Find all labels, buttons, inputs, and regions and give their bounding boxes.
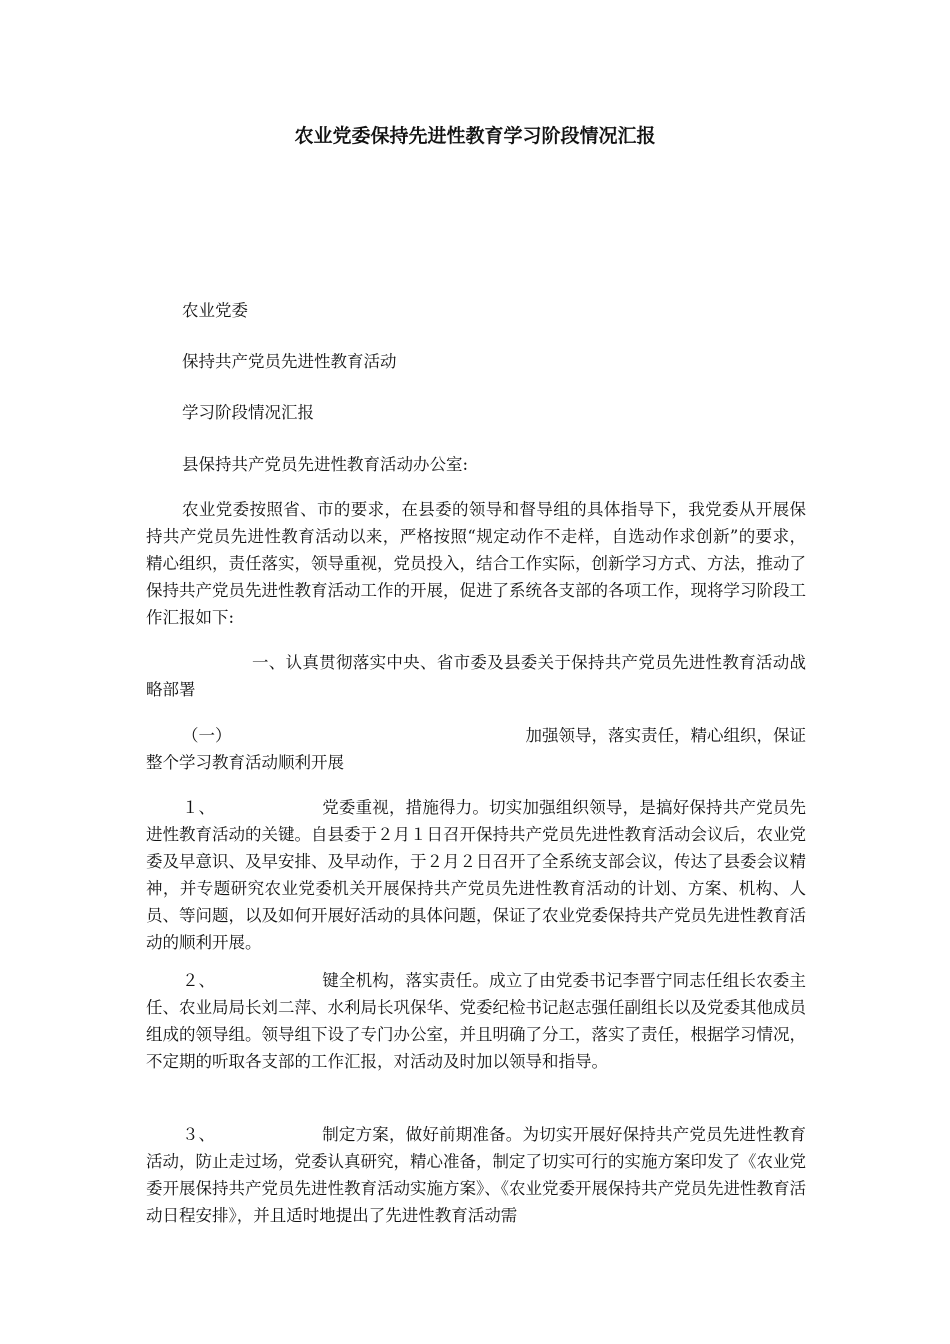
subsection-heading-1 [146, 722, 806, 776]
subsection-heading-line1: 加强领导，落实责任，精心组织，保证 [525, 726, 806, 745]
item-text: 党委重视，措施得力。切实加强组织领导，是搞好保持共产党员先进性教育活动的关键。自县委于２月１日召开保持共产党员先进性教育活动会议后，农业党委及早意识、及早安排、及早动作，于２月２日召开了全系统支部会议，传达了县委会议精神，并专题研究农业党委机关开展保持共产党员先进性教育活动的计划、方案、机构、人员、等问题，以及如何开展好活动的具体问题，保证了农业党委保持共产党员先进性教育活动的顺利开展。 [146, 798, 806, 952]
subsection-label: （一） [182, 726, 232, 745]
intro-paragraph: 农业党委按照省、市的要求，在县委的领导和督导组的具体指导下，我党委从开展保持共产党员先进性教育活动以来，严格按照“规定动作不走样，自选动作求创新”的要求，精心组织，责任落实，领导重视，党员投入，结合工作实际，创新学习方式、方法，推动了保持共产党员先进性教育活动工作的开展，促进了系统各支部的各项工作，现将学习阶段工作汇报如下: [146, 500, 806, 627]
item-number: ３、 [182, 1125, 215, 1144]
item-number: ２、 [182, 971, 215, 990]
item-number: １、 [182, 798, 215, 817]
header-line-recipient: 县保持共产党员先进性教育活动办公室: [182, 455, 469, 474]
header-line-report: 学习阶段情况汇报 [182, 403, 314, 422]
item-text: 键全机构，落实责任。成立了由党委书记李晋宁同志任组长农委主任、农业局局长刘二萍、水利局长巩保华、党委纪检书记赵志强任副组长以及党委其他成员组成的领导组。领导组下设了专门办公室，并且明确了分工，落实了责任，根据学习情况，不定期的听取各支部的工作汇报，对活动及时加以领导和指导。 [146, 971, 806, 1071]
subsection-heading-line2: 整个学习教育活动顺利开展 [146, 753, 344, 772]
document-title: 农业党委保持先进性教育学习阶段情况汇报 [294, 125, 656, 147]
list-item [146, 1121, 806, 1229]
list-item [146, 794, 806, 956]
header-line-activity: 保持共产党员先进性教育活动 [182, 352, 397, 371]
item-text: 制定方案，做好前期准备。为切实开展好保持共产党员先进性教育活动，防止走过场，党委认真研究，精心准备，制定了切实可行的实施方案印发了《农业党委开展保持共产党员先进性教育活动实施方案》、《农业党委开展保持共产党员先进性教育活动日程安排》，并且适时地提出了先进性教育活动需 [146, 1125, 806, 1225]
list-item [146, 967, 806, 1075]
section-heading-1: 一、认真贯彻落实中央、省市委及县委关于保持共产党员先进性教育活动战略部署 [146, 653, 806, 699]
header-line-org: 农业党委 [182, 301, 248, 320]
